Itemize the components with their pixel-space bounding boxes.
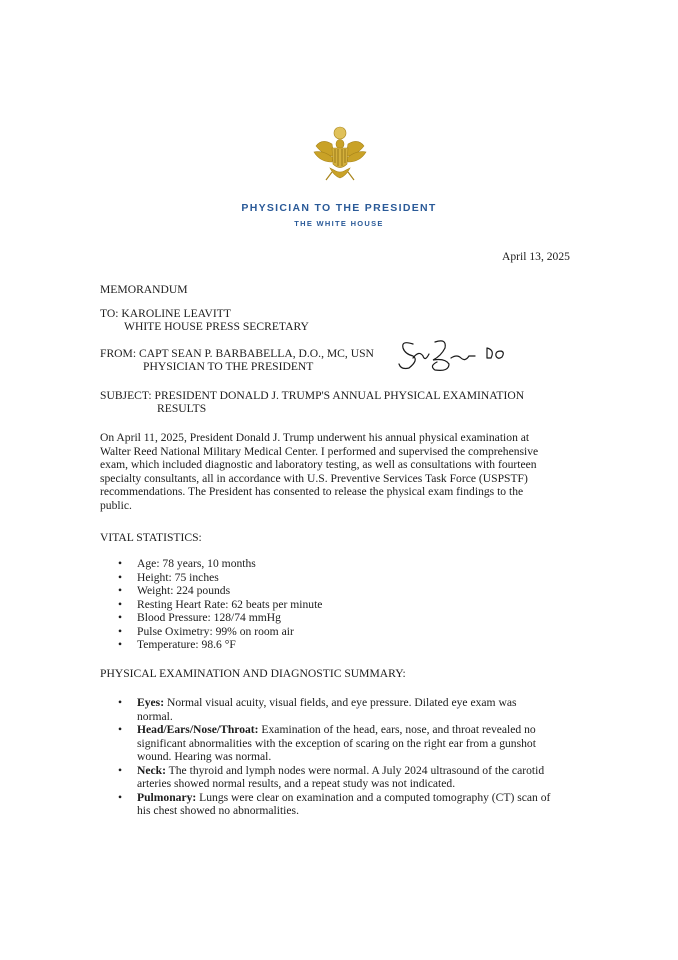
vitals-heading: VITAL STATISTICS: xyxy=(100,531,202,544)
handwritten-signature-icon xyxy=(395,336,510,374)
vitals-item-height: • Height: 75 inches xyxy=(100,571,322,585)
memo-heading: MEMORANDUM xyxy=(100,283,188,296)
exam-item-line xyxy=(137,791,550,805)
intro-line: On April 11, 2025, President Donald J. Trump underwent his annual physical examination at xyxy=(100,431,530,444)
vitals-item-age: • Age: 78 years, 10 months xyxy=(100,557,322,571)
intro-paragraph xyxy=(100,431,576,512)
subject-line-continued: RESULTS xyxy=(157,402,207,415)
subject-line: SUBJECT: PRESIDENT DONALD J. TRUMP'S ANNUAL PHYSICAL EXAMINATION xyxy=(100,389,525,402)
exam-item-line xyxy=(137,723,550,737)
eagle-seal-icon xyxy=(312,126,368,184)
intro-line: specialty consultants, all in accordance with U.S. Preventive Services Task Force (USPSTF) xyxy=(100,471,528,485)
vitals-item-temperature: • Temperature: 98.6 °F xyxy=(100,638,322,652)
letterhead-subtitle: THE WHITE HOUSE xyxy=(294,219,384,228)
exam-item-label: Neck: xyxy=(137,763,166,777)
from-sender-title: PHYSICIAN TO THE PRESIDENT xyxy=(143,360,314,373)
exam-item-line xyxy=(137,764,550,778)
intro-line: Walter Reed National Military Medical Center. I performed and supervised the comprehensive xyxy=(100,444,539,458)
exam-item-line: his chest showed no abnormalities. xyxy=(137,804,299,817)
vitals-item-weight: • Weight: 224 pounds xyxy=(100,584,322,598)
from-sender: FROM: CAPT SEAN P. BARBABELLA, D.O., MC, USN xyxy=(100,347,374,360)
letterhead-title: PHYSICIAN TO THE PRESIDENT xyxy=(241,202,437,214)
exam-item-text: Lungs were clear on examination and a computed tomography (CT) scan of xyxy=(196,790,551,804)
intro-line: public. xyxy=(100,498,132,512)
to-recipient-title: WHITE HOUSE PRESS SECRETARY xyxy=(124,320,309,333)
exam-item-label: Head/Ears/Nose/Throat: xyxy=(137,723,259,736)
exam-item-eyes xyxy=(100,696,550,723)
exam-item-pulmonary xyxy=(100,791,550,818)
memo-date: April 13, 2025 xyxy=(502,250,570,263)
exam-summary-list xyxy=(100,696,550,818)
vitals-item-pulse-oximetry: • Pulse Oximetry: 99% on room air xyxy=(100,625,322,639)
exam-item-neck xyxy=(100,764,550,791)
exam-item-text: Normal visual acuity, visual fields, and eye pressure. Dilated eye exam was xyxy=(164,696,517,709)
exam-item-line xyxy=(137,696,550,710)
exam-item-line: normal. xyxy=(137,709,173,723)
vitals-item-blood-pressure: • Blood Pressure: 128/74 mmHg xyxy=(100,611,322,625)
exam-item-text: The thyroid and lymph nodes were normal. A July 2024 ultrasound of the carotid xyxy=(165,763,545,777)
exam-item-line: wound. Hearing was normal. xyxy=(137,750,272,763)
intro-line: exam, which included diagnostic and laboratory testing, as well as consultations with fourteen xyxy=(100,458,537,471)
vitals-list xyxy=(100,557,322,652)
vitals-item-heart-rate: • Resting Heart Rate: 62 beats per minute xyxy=(100,598,322,612)
exam-summary-heading: PHYSICAL EXAMINATION AND DIAGNOSTIC SUMMARY: xyxy=(100,667,406,680)
exam-item-line: significant abnormalities with the exception of scaring on the right ear from a gunshot xyxy=(137,736,536,750)
exam-item-text: Examination of the head, ears, nose, and throat revealed no xyxy=(258,723,536,736)
exam-item-label: Pulmonary: xyxy=(137,790,197,804)
to-recipient: TO: KAROLINE LEAVITT xyxy=(100,307,231,320)
intro-line: recommendations. The President has consented to release the physical exam findings to the xyxy=(100,485,524,498)
exam-item-label: Eyes: xyxy=(137,696,165,709)
exam-item-line: arteries showed normal results, and a repeat study was not indicated. xyxy=(137,777,456,790)
exam-item-head-ears-nose-throat xyxy=(100,723,550,764)
